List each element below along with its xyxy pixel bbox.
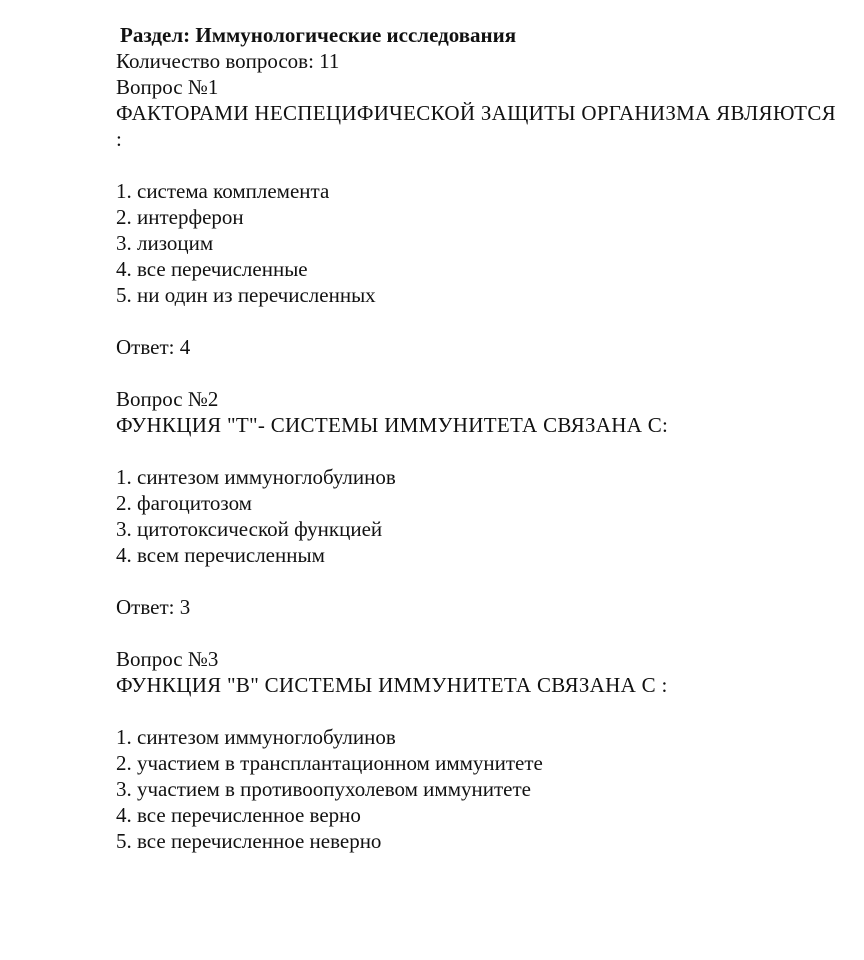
answer-options <box>116 724 836 854</box>
option-item: 1. синтезом иммуноглобулинов <box>116 725 396 749</box>
question-block <box>116 386 836 646</box>
option-item: 1. система комплемента <box>116 179 330 203</box>
question-number: Вопрос №2 <box>116 387 219 411</box>
question-number: Вопрос №3 <box>116 647 219 671</box>
question-text: ФУНКЦИЯ "В" СИСТЕМЫ ИММУНИТЕТА СВЯЗАНА С : <box>116 673 668 697</box>
answer-text: Ответ: 3 <box>116 595 191 619</box>
question-block <box>116 646 836 854</box>
option-item: 2. участием в трансплантационном иммунитете <box>116 751 543 775</box>
option-item: 5. ни один из перечисленных <box>116 283 376 307</box>
document-page <box>116 22 836 854</box>
option-item: 3. цитотоксической функцией <box>116 517 383 541</box>
question-text: ФАКТОРАМИ НЕСПЕЦИФИЧЕСКОЙ ЗАЩИТЫ ОРГАНИЗМА ЯВЛЯЮТСЯ : <box>116 101 836 151</box>
question-block <box>116 74 836 386</box>
answer-text: Ответ: 4 <box>116 335 191 359</box>
option-item: 1. синтезом иммуноглобулинов <box>116 465 396 489</box>
option-item: 4. все перечисленные <box>116 257 308 281</box>
option-item: 3. лизоцим <box>116 231 214 255</box>
answer-options <box>116 464 836 568</box>
answer-options <box>116 178 836 308</box>
option-item: 2. фагоцитозом <box>116 491 252 515</box>
option-item: 4. все перечисленное верно <box>116 803 361 827</box>
option-item: 3. участием в противоопухолевом иммунитете <box>116 777 531 801</box>
section-title: Раздел: Иммунологические исследования <box>120 23 517 47</box>
option-item: 4. всем перечисленным <box>116 543 325 567</box>
question-count: Количество вопросов: 11 <box>116 49 340 73</box>
option-item: 5. все перечисленное неверно <box>116 829 382 853</box>
question-text: ФУНКЦИЯ "Т"- СИСТЕМЫ ИММУНИТЕТА СВЯЗАНА С: <box>116 413 669 437</box>
option-item: 2. интерферон <box>116 205 244 229</box>
question-number: Вопрос №1 <box>116 75 219 99</box>
